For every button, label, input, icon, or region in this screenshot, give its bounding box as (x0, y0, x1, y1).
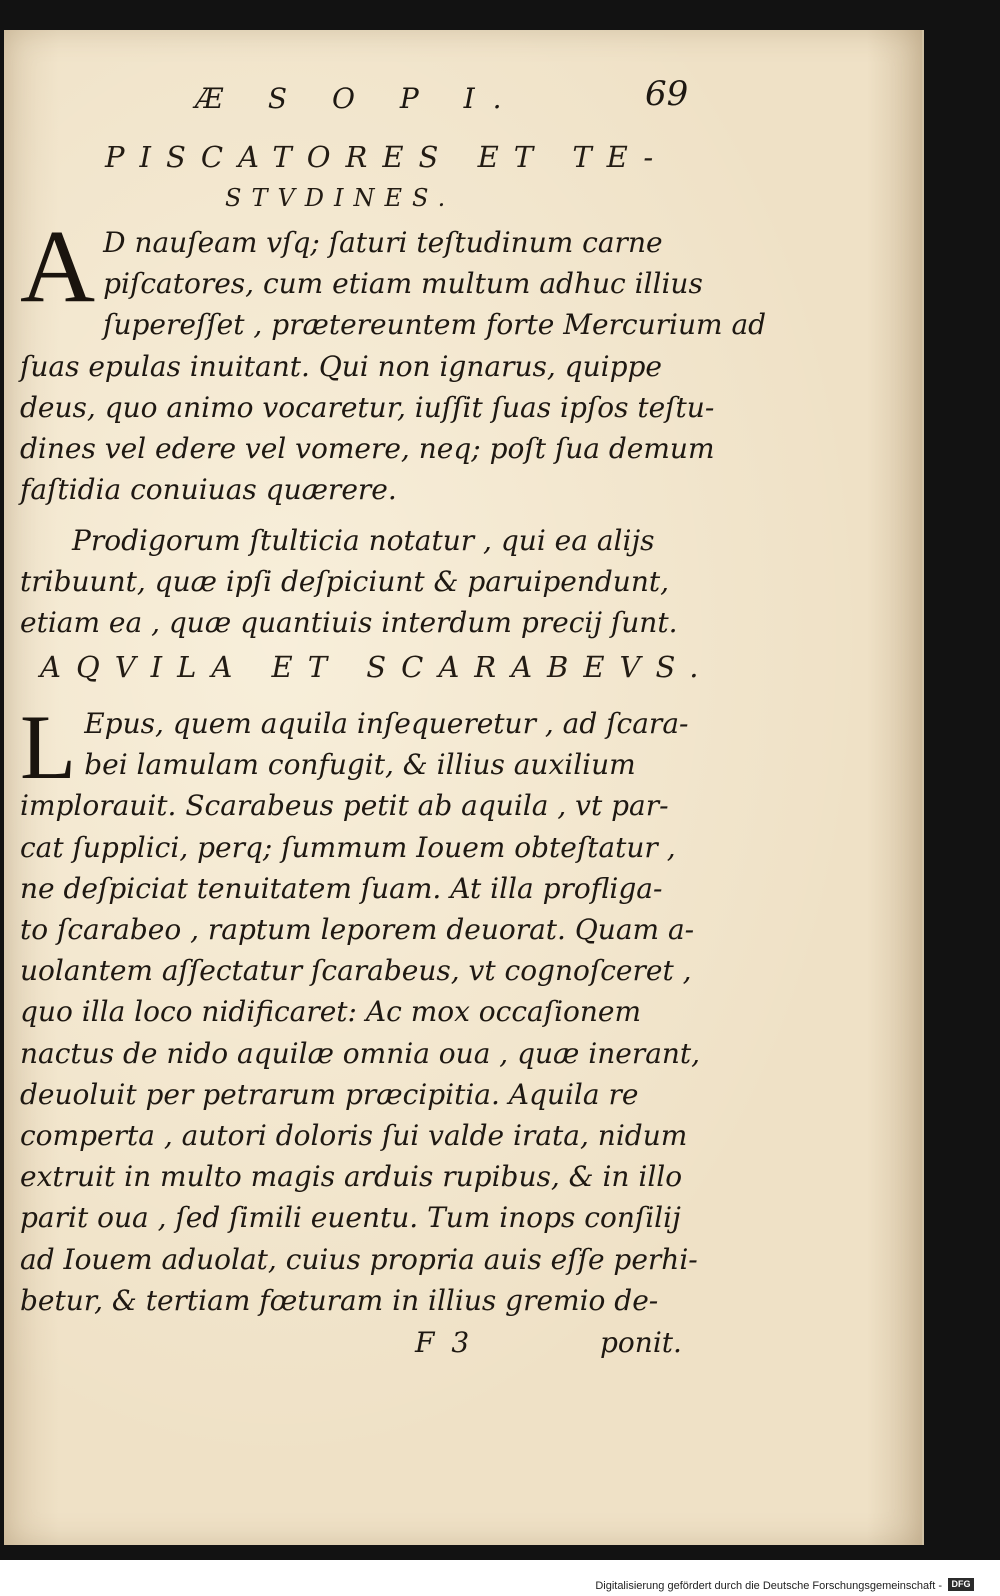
fable2-line: nactus de nido aquilæ omnia oua , quæ inerant, (20, 1036, 701, 1070)
page-number: 69 (645, 74, 689, 114)
fable1-moral (20, 520, 700, 644)
fable2-body (20, 696, 701, 1321)
fable2-line: cat ſupplici, perq; ſummum Iouem obteſtatur , (20, 830, 676, 864)
moral-line: tribuunt, quæ ipſi deſpiciunt & paruipendunt, (20, 565, 670, 599)
fable1-line: deus, quo animo vocaretur, iuſſit ſuas ipſos teſtu- (20, 390, 715, 424)
fable2-line: uolantem aſſectatur ſcarabeus, vt cognoſceret , (20, 954, 692, 988)
fable2-line: bei lamulam confugit, & illius auxilium (84, 748, 636, 782)
fable2-line: betur, & tertiam fœturam in illius gremio de- (20, 1283, 659, 1317)
fable1-line: ſupereſſet , prætereuntem forte Mercurium ad (103, 308, 767, 342)
fable2-line: deuoluit per petrarum præcipitia. Aquila re (20, 1077, 639, 1111)
fable1-line: D nauſeam vſq; ſaturi teſtudinum carne (103, 226, 663, 259)
fable1-line: ſuas epulas inuitant. Qui non ignarus, quippe (20, 349, 663, 383)
running-head: Æ S O P I. (195, 82, 520, 115)
funding-credit: Digitalisierung gefördert durch die Deutsche Forschungsgemeinschaft - (595, 1580, 942, 1592)
fable2-line: implorauit. Scarabeus petit ab aquila , vt par- (20, 789, 669, 823)
fable2-line: ne deſpiciat tenuitatem ſuam. At illa profliga- (20, 871, 663, 905)
fable2-line: ad Iouem aduolat, cuius propria auis eſſe perhi- (20, 1242, 698, 1276)
fable2-drop-cap: L (20, 696, 77, 798)
fable2-line: extruit in multo magis arduis rupibus, & in illo (20, 1160, 683, 1194)
fable1-line: piſcatores, cum etiam multum adhuc illius (103, 267, 703, 301)
fable1-body (20, 209, 767, 510)
fable2-line: parit oua , ſed ſimili euentu. Tum inops conſilij (20, 1201, 681, 1235)
dfg-logo-icon: DFG (948, 1578, 974, 1591)
fable1-line: faſtidia conuiuas quærere. (20, 473, 397, 507)
moral-line: Prodigorum ſtulticia notatur , qui ea alijs (72, 524, 655, 557)
fable2-line: Epus, quem aquila inſequeretur , ad ſcara- (84, 707, 689, 740)
moral-line: etiam ea , quæ quantiuis interdum precij ſunt. (20, 606, 678, 640)
fable1-drop-cap: A (20, 209, 96, 324)
fable1-title-line2: STVDINES. (225, 184, 456, 212)
fable2-line: to ſcarabeo , raptum leporem deuorat. Quam a- (20, 913, 695, 947)
fable1-title-line1: PISCATORES ET TE- (105, 140, 669, 174)
fable2-line: quo illa loco nidificaret: Ac mox occaſionem (20, 995, 642, 1029)
signature-mark: F 3 (415, 1326, 474, 1359)
catchword: ponit. (600, 1326, 682, 1359)
fable2-line: comperta , autori doloris ſui valde irata, nidum (20, 1119, 688, 1153)
fable1-line: dines vel edere vel vomere, neq; poſt ſua demum (20, 432, 715, 466)
fable2-title: AQVILA ET SCARABEVS. (40, 650, 714, 684)
